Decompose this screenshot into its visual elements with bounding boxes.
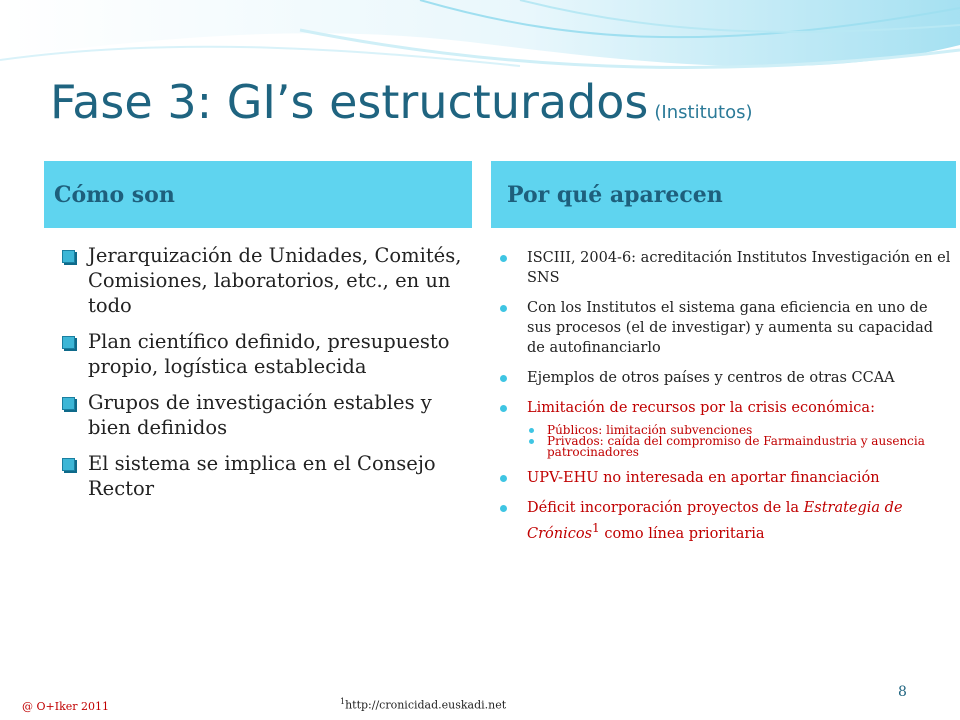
list-item-text: UPV-EHU no interesada en aportar financiación — [527, 470, 880, 486]
list-item-text: Déficit incorporación proyectos de la — [527, 500, 800, 516]
checkbox-bullet-icon — [62, 397, 75, 410]
list-item-text: Ejemplos de otros países y centros de otras CCAA — [527, 370, 895, 386]
sub-list — [527, 425, 955, 458]
list-item-text: Plan científico definido, presupuesto propio, logística establecida — [88, 330, 450, 378]
list-item — [60, 243, 470, 318]
list-item — [495, 398, 955, 458]
checkbox-bullet-icon — [62, 458, 75, 471]
italic-reference: Estrategia de Crónicos — [527, 500, 903, 542]
footnote-mark: 1 — [592, 521, 600, 535]
list-item-text: Grupos de investigación estables y bien definidos — [88, 391, 432, 439]
list-item — [495, 498, 955, 544]
list-item — [495, 298, 955, 358]
list-item-text: Jerarquización de Unidades, Comités, Comisiones, laboratorios, etc., en un todo — [88, 244, 462, 317]
dot-bullet-icon — [500, 505, 507, 512]
footnote-url: http://cronicidad.euskadi.net — [345, 698, 507, 712]
list-item — [495, 248, 955, 288]
list-item — [495, 468, 955, 488]
footnote-mark: 1 — [340, 697, 346, 706]
right-column-header: Por qué aparecen — [491, 161, 956, 228]
dot-bullet-icon — [500, 405, 507, 412]
list-item — [60, 390, 470, 440]
list-item-text: Limitación de recursos por la crisis económica: — [527, 400, 875, 416]
footnote — [340, 697, 506, 712]
list-item-text: Con los Institutos el sistema gana eficiencia en uno de sus procesos (el de investigar) y aumenta su capacidad de autofinanciarlo — [527, 300, 934, 356]
checkbox-bullet-icon — [62, 336, 75, 349]
list-item — [495, 368, 955, 388]
left-bullet-list — [60, 243, 470, 512]
title-subtitle: (Institutos) — [654, 102, 753, 123]
list-item-text-end: como línea prioritaria — [599, 525, 765, 542]
sub-list-item — [527, 436, 955, 458]
dot-bullet-icon — [500, 305, 507, 312]
sub-list-item-text: Públicos: limitación subvenciones — [547, 423, 753, 437]
dot-bullet-icon — [500, 255, 507, 262]
dot-bullet-icon — [500, 475, 507, 482]
list-item-text: ISCIII, 2004-6: acreditación Institutos Investigación en el SNS — [527, 250, 951, 286]
title-main: Fase 3: GI’s estructurados — [50, 75, 649, 129]
page-number: 8 — [898, 684, 907, 700]
dot-bullet-icon — [529, 428, 534, 433]
sub-list-item-text: Privados: caída del compromiso de Farmaindustria y ausencia patrocinadores — [547, 434, 925, 459]
list-item-text: El sistema se implica en el Consejo Rector — [88, 452, 436, 500]
left-column-header: Cómo son — [44, 161, 472, 228]
right-bullet-list — [495, 248, 955, 554]
checkbox-bullet-icon — [62, 250, 75, 263]
footer-credit: @ O+Iker 2011 — [22, 700, 110, 713]
slide-title — [50, 72, 753, 143]
dot-bullet-icon — [500, 375, 507, 382]
dot-bullet-icon — [529, 439, 534, 444]
list-item — [60, 451, 470, 501]
list-item — [60, 329, 470, 379]
